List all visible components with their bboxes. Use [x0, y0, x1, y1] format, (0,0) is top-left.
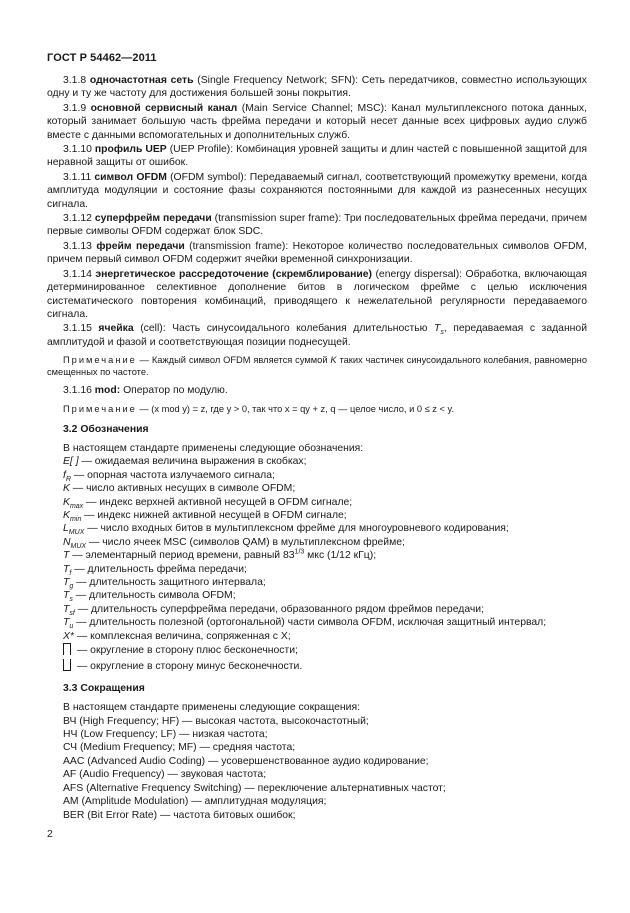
symbol-item: E[ ] — ожидаемая величина выражения в скобках; [63, 456, 307, 468]
definition-item: 3.1.10 профиль UEP (UEP Profile): Комбинация уровней защиты и длин частей с повышенной защитой для неравной защиты от ошибок. [47, 144, 587, 169]
page-body [47, 74, 587, 822]
definition-3-1-16: 3.1.16 mod: Оператор по модулю. [63, 385, 228, 397]
abbreviation-item: ВЧ (High Frequency; HF) — высокая частота, высокочастотный; [63, 715, 369, 727]
abbreviation-item: AFS (Alternative Frequency Switching) — переключение альтернативных частот; [63, 782, 446, 794]
symbol-item: X* — комплексная величина, сопряженная с X; [63, 630, 291, 642]
symbol-item: $T_{sf}$ — длительность суперфрейма передачи, образованного рядом фреймов передачи; [63, 603, 484, 617]
page-number: 2 [47, 828, 53, 840]
symbol-item: $T_u$ — длительность полезной (ортогональной) части символа OFDM, исключая защитный интервал; [63, 617, 547, 631]
ceiling-icon [63, 643, 71, 655]
document-header: ГОСТ Р 54462—2011 [47, 52, 157, 64]
abbreviation-item: AF (Audio Frequency) — звуковая частота; [63, 769, 267, 781]
symbol-item: $T_f$ — длительность фрейма передачи; [63, 563, 247, 577]
symbol-item: T — элементарный период времени, равный $83^{1/3}$ мкс (1/12 кГц); [63, 548, 377, 562]
section-3-2-title: 3.2 Обозначения [63, 423, 149, 435]
definition-item: 3.1.9 основной сервисный канал (Main Service Channel; MSC): Канал мультиплексного потока данных, который занимает большую часть фрейма передачи и который несет данные всех цифровых аудио служб вместе с данными вспомогательных и дополнительных служб. [47, 102, 587, 141]
definition-item: 3.1.13 фрейм передачи (transmission frame): Некоторое количество последовательных символов OFDM, причем первый символ OFDM содержит ячейки временной синхронизации. [47, 240, 587, 266]
symbol-item: $f_R$ — опорная частота излучаемого сигнала; [63, 469, 275, 483]
section-3-2-intro: В настоящем стандарте применены следующие обозначения: [63, 442, 364, 454]
symbol-item: K — число активных несущих в символе OFDM; [63, 483, 296, 495]
abbreviation-item: BER (Bit Error Rate) — частота битовых ошибок; [63, 809, 296, 821]
note-1: Примечание — Каждый символ OFDM является суммой K таких частичек синусоидального колебания, равномерно смещенных по частоте. [47, 355, 587, 378]
symbol-floor-row: — округление в сторону минус бесконечности. [63, 659, 587, 673]
symbol-item: $K_{max}$ — индекс верхней активной несущей в OFDM сигнале; [63, 496, 353, 510]
note-2: Примечание — (x mod y) = z, где y > 0, так что x = qy + z, q — целое число, и 0 ≤ z < y. [63, 403, 455, 414]
symbol-item: $T_g$ — длительность защитного интервала; [63, 577, 266, 591]
floor-icon [63, 659, 71, 671]
abbreviations-list [63, 715, 587, 822]
symbol-ceil-row: — округление в сторону плюс бесконечности; [63, 643, 587, 657]
definition-item: 3.1.14 энергетическое рассредоточение (скремблирование) (energy dispersal): Обработка, включающая детерминированное селективное дополнение битов в логическом фрейме с целью исключения систематического повторения комбинаций, приводящего к нежелательной регулярности передаваемого сигнала. [47, 268, 588, 320]
definition-3-1-15: 3.1.15 ячейка (cell): Часть синусоидального колебания длительностью $T_s$, передаваемая с заданной амплитудой и фазой и соответствующая позиции поднесущей. [47, 323, 588, 348]
symbol-item: $L_{MUX}$ — число входных битов в мультиплексном фрейме для многоуровневого кодирования; [63, 523, 509, 537]
abbreviation-item: НЧ (Low Frequency; LF) — низкая частота; [63, 729, 268, 741]
section-3-3-intro: В настоящем стандарте применены следующие сокращения: [63, 702, 360, 714]
definition-item: 3.1.12 суперфрейм передачи (transmission super frame): Три последовательных фрейма передачи, причем первые символы OFDM содержат блок SDC. [47, 213, 587, 238]
abbreviation-item: AM (Amplitude Modulation) — амплитудная модуляция; [63, 796, 327, 808]
section-3-3-title: 3.3 Сокращения [63, 682, 145, 694]
symbol-item: $K_{min}$ — индекс нижней активной несущей в OFDM сигнале; [63, 509, 347, 524]
definition-item: 3.1.11 символ OFDM (OFDM symbol): Передаваемый сигнал, соответствующий промежутку времени, когда амплитуда модуляции и состояние фазы сохраняются постоянными для каждой из разнесенных несущих сигнала. [47, 171, 587, 210]
abbreviation-item: AAC (Advanced Audio Coding) — усовершенствованное аудио кодирование; [63, 755, 429, 767]
definition-item: 3.1.8 одночастотная сеть (Single Frequency Network; SFN): Сеть передатчиков, совместно использующих одну и ту же частоту для достижения большей зоны покрытия. [47, 75, 588, 100]
definitions-list [47, 74, 587, 321]
symbol-item: $T_s$ — длительность символа OFDM; [63, 590, 236, 604]
symbols-list [63, 455, 587, 643]
symbol-item: $N_{MUX}$ — число ячеек MSC (символов QAM) в мультиплексном фрейме; [63, 536, 405, 550]
abbreviation-item: СЧ (Medium Frequency; MF) — средняя частота; [63, 742, 296, 754]
